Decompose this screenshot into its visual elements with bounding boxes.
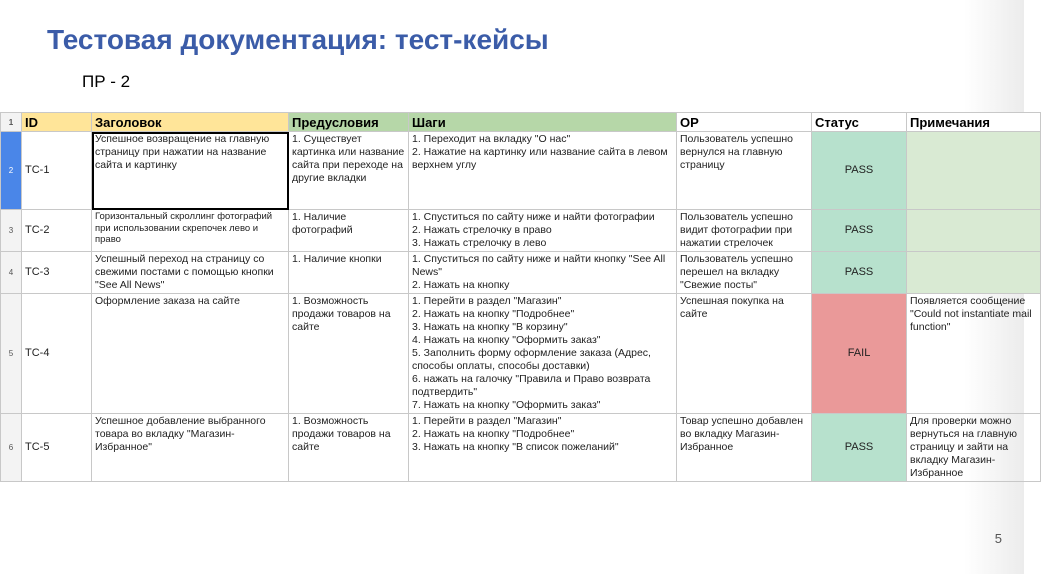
- id-cell[interactable]: TC-1: [22, 132, 92, 210]
- preconditions-cell[interactable]: 1. Наличие кнопки: [289, 252, 409, 294]
- test-case-spreadsheet: [0, 112, 1032, 479]
- table-row: [1, 132, 1041, 210]
- step-line: 3. Нажать на кнопку "В список пожеланий": [412, 441, 619, 453]
- step-line: 3. Нажать стрелочку в лево: [412, 237, 547, 249]
- expected-cell[interactable]: Товар успешно добавлен во вкладку Магазин-Избранное: [677, 414, 812, 482]
- expected-cell[interactable]: Пользователь успешно вернулся на главную страницу: [677, 132, 812, 210]
- id-cell[interactable]: TC-5: [22, 414, 92, 482]
- row-number[interactable]: 1: [1, 113, 22, 132]
- header-preconditions[interactable]: Предусловия: [289, 113, 409, 132]
- notes-cell[interactable]: [907, 132, 1041, 210]
- header-row: [1, 113, 1041, 132]
- id-cell[interactable]: TC-2: [22, 210, 92, 252]
- step-line: 5. Заполнить форму оформление заказа (Адрес,: [412, 347, 651, 359]
- header-expected[interactable]: ОР: [677, 113, 812, 132]
- preconditions-cell[interactable]: 1. Наличие фотографий: [289, 210, 409, 252]
- id-cell[interactable]: TC-4: [22, 294, 92, 414]
- step-line: 1. Спуститься по сайту ниже и найти кнопку "See All News": [412, 253, 666, 278]
- step-line: 4. Нажать на кнопку "Оформить заказ": [412, 334, 601, 346]
- title-cell[interactable]: Успешное добавление выбранного товара во вкладку "Магазин-Избранное": [92, 414, 289, 482]
- table-row: [1, 252, 1041, 294]
- header-title[interactable]: Заголовок: [92, 113, 289, 132]
- status-cell[interactable]: PASS: [812, 414, 907, 482]
- step-line: 1. Переходит на вкладку "О нас": [412, 133, 571, 145]
- steps-cell[interactable]: [409, 252, 677, 294]
- row-number[interactable]: 6: [1, 414, 22, 482]
- header-id[interactable]: ID: [22, 113, 92, 132]
- step-line: 2. Нажать на кнопку "Подробнее": [412, 308, 575, 320]
- row-number[interactable]: 3: [1, 210, 22, 252]
- slide-title: Тестовая документация: тест-кейсы: [47, 24, 549, 55]
- expected-cell[interactable]: Пользователь успешно видит фотографии при нажатии стрелочек: [677, 210, 812, 252]
- table-row: [1, 294, 1041, 414]
- notes-cell[interactable]: Появляется сообщение "Could not instantiate mail function": [907, 294, 1041, 414]
- header-notes[interactable]: Примечания: [907, 113, 1041, 132]
- step-line: способы оплаты, способы доставки): [412, 360, 590, 372]
- header-steps[interactable]: Шаги: [409, 113, 677, 132]
- step-line: подтвердить": [412, 386, 478, 398]
- step-line: 1. Перейти в раздел "Магазин": [412, 295, 562, 307]
- step-line: 1. Спуститься по сайту ниже и найти фотографии: [412, 211, 655, 223]
- title-cell[interactable]: Успешное возвращение на главную страницу при нажатии на название сайта и картинку: [92, 132, 289, 210]
- test-case-table: [0, 112, 1041, 482]
- notes-cell[interactable]: [907, 210, 1041, 252]
- header-status[interactable]: Статус: [812, 113, 907, 132]
- preconditions-cell[interactable]: 1. Возможность продажи товаров на сайте: [289, 414, 409, 482]
- step-line: 2. Нажать на кнопку: [412, 279, 510, 291]
- preconditions-cell[interactable]: 1. Существует картинка или название сайта при переходе на другие вкладки: [289, 132, 409, 210]
- notes-cell[interactable]: Для проверки можно вернуться на главную страницу и зайти на вкладку Магазин-Избранное: [907, 414, 1041, 482]
- status-cell[interactable]: PASS: [812, 132, 907, 210]
- expected-cell[interactable]: Пользователь успешно перешел на вкладку "Свежие посты": [677, 252, 812, 294]
- step-line: 6. нажать на галочку "Правила и Право возврата: [412, 373, 651, 385]
- id-cell[interactable]: TC-3: [22, 252, 92, 294]
- row-number[interactable]: 5: [1, 294, 22, 414]
- steps-cell[interactable]: [409, 132, 677, 210]
- steps-cell[interactable]: [409, 294, 677, 414]
- status-cell[interactable]: PASS: [812, 252, 907, 294]
- preconditions-cell[interactable]: 1. Возможность продажи товаров на сайте: [289, 294, 409, 414]
- title-cell[interactable]: Оформление заказа на сайте: [92, 294, 289, 414]
- step-line: 1. Перейти в раздел "Магазин": [412, 415, 562, 427]
- row-number[interactable]: 4: [1, 252, 22, 294]
- steps-cell[interactable]: [409, 414, 677, 482]
- status-cell[interactable]: FAIL: [812, 294, 907, 414]
- step-line: 2. Нажать на кнопку "Подробнее": [412, 428, 575, 440]
- step-line: 7. Нажать на кнопку "Оформить заказ": [412, 399, 601, 411]
- slide-subtitle: ПР - 2: [82, 72, 131, 91]
- steps-cell[interactable]: [409, 210, 677, 252]
- expected-cell[interactable]: Успешная покупка на сайте: [677, 294, 812, 414]
- step-line: 2. Нажать стрелочку в право: [412, 224, 552, 236]
- step-line: 3. Нажать на кнопку "В корзину": [412, 321, 568, 333]
- page-number: 5: [994, 531, 1002, 546]
- notes-cell[interactable]: [907, 252, 1041, 294]
- table-row: [1, 210, 1041, 252]
- row-number[interactable]: 2: [1, 132, 22, 210]
- title-cell[interactable]: Горизонтальный скроллинг фотографий при использовании скрепочек лево и право: [92, 210, 289, 252]
- title-cell[interactable]: Успешный переход на страницу со свежими постами с помощью кнопки "See All News": [92, 252, 289, 294]
- table-row: [1, 414, 1041, 482]
- status-cell[interactable]: PASS: [812, 210, 907, 252]
- step-line: 2. Нажатие на картинку или название сайта в левом верхнем углу: [412, 146, 668, 171]
